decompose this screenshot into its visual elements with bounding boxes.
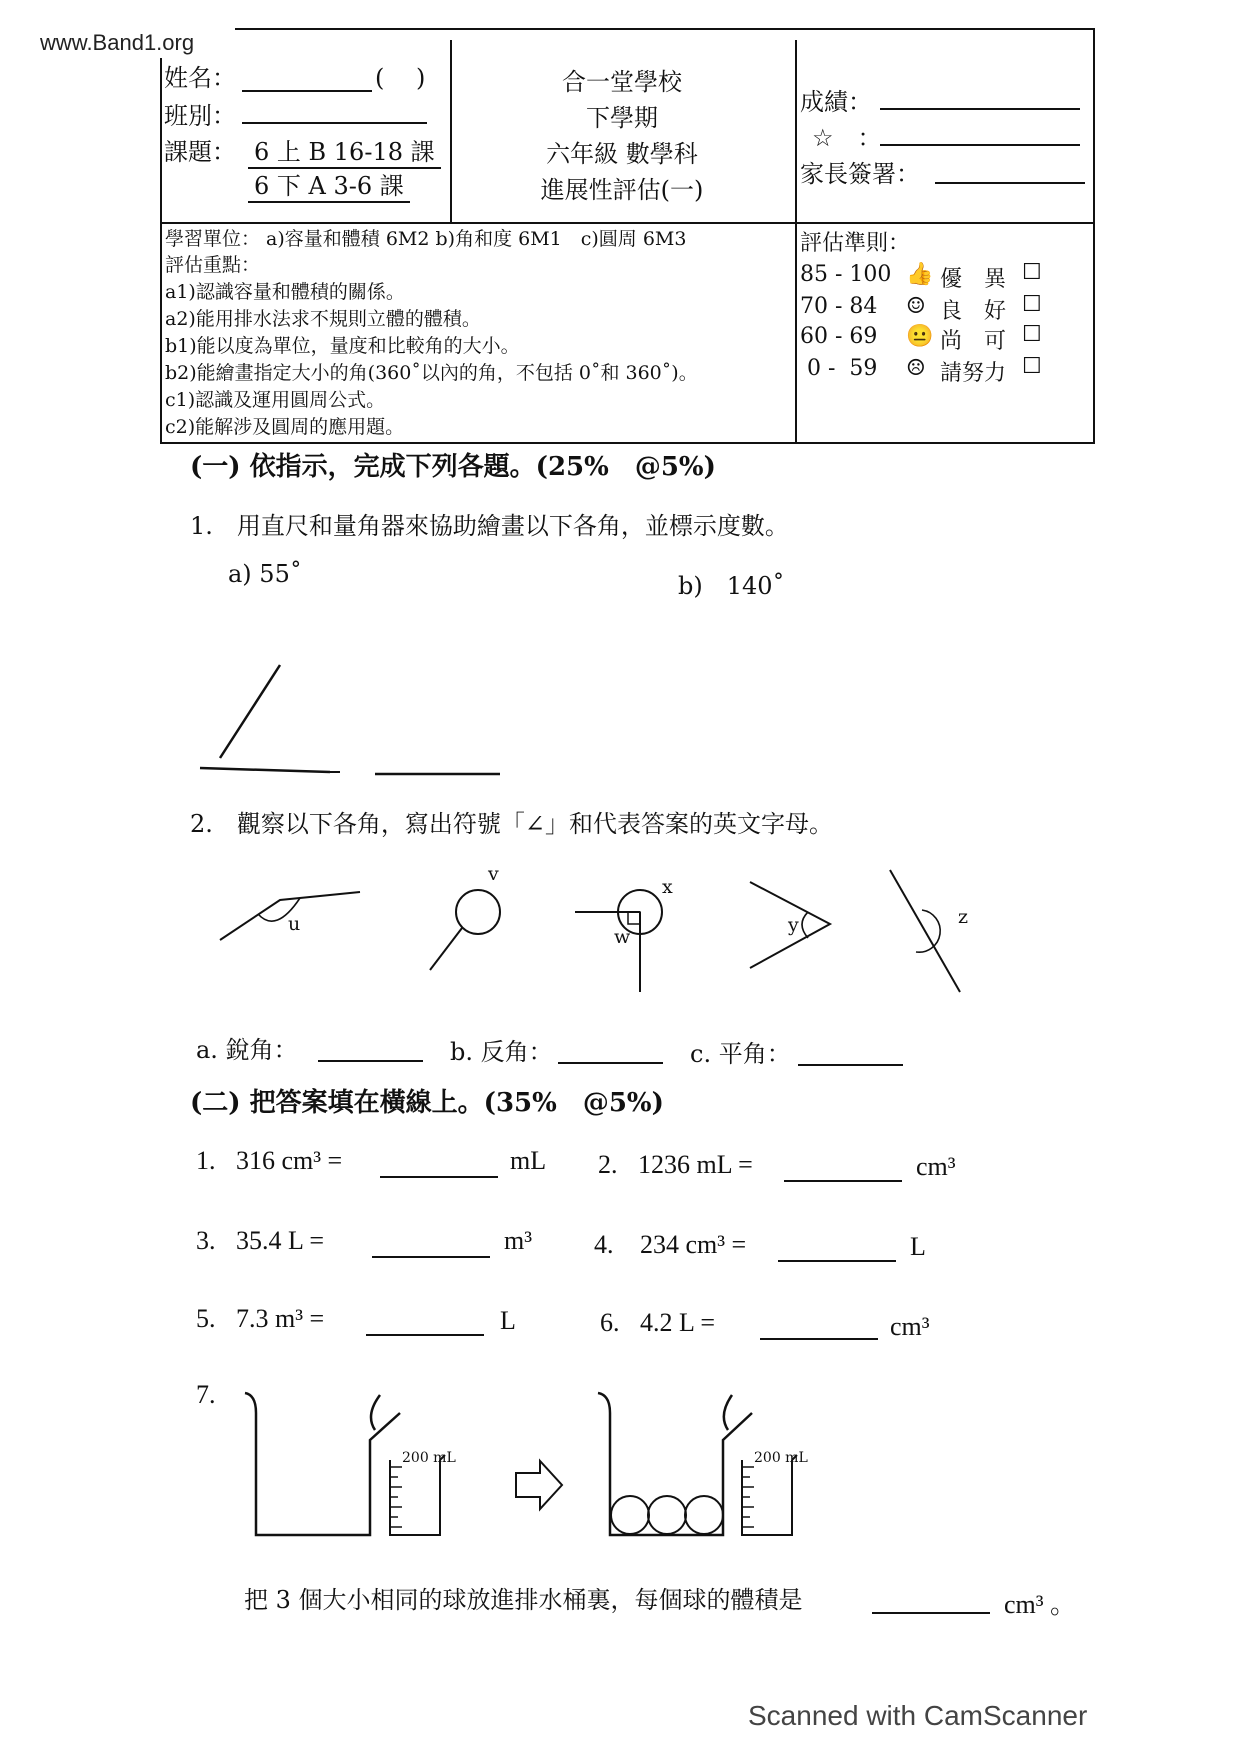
score-field[interactable]: [880, 80, 1080, 110]
topic-line-1: 6 上 B 16-18 課: [248, 132, 441, 169]
item-number: 7.: [196, 1380, 216, 1409]
smile-icon: ☺: [906, 294, 926, 319]
unit: cm³ 。: [1004, 1590, 1077, 1619]
question-1b: b) 140˚: [678, 572, 785, 600]
criteria-range: 85 - 100: [800, 262, 892, 287]
question-7-answer-field[interactable]: [872, 1580, 990, 1614]
assessment-focus-label: 評估重點：: [165, 254, 261, 276]
question-1a: a) 55˚: [228, 560, 302, 588]
topic-line-2: 6 下 A 3-6 課: [248, 166, 410, 203]
angle-label: x: [662, 876, 673, 898]
unit: cm³: [890, 1312, 930, 1341]
unit: L: [910, 1232, 926, 1261]
watermark: www.Band1.org: [40, 30, 195, 55]
question-1: 1. 用直尺和量角器來協助繪畫以下各角，並標示度數。: [190, 512, 789, 540]
angle-label: u: [288, 913, 301, 935]
conversion-question: 7.3 m³ =: [236, 1304, 325, 1333]
score-label: 成績：: [800, 88, 872, 116]
item-number: 3.: [196, 1226, 216, 1255]
conversion-question: 1236 mL =: [638, 1150, 753, 1179]
criteria-checkbox[interactable]: ☐: [1022, 354, 1042, 379]
focus-item: b2)能繪畫指定大小的角(360˚以內的角，不包括 0˚和 360˚)。: [165, 362, 698, 384]
focus-item: a2)能用排水法求不規則立體的體積。: [165, 308, 481, 330]
unit: L: [500, 1306, 516, 1335]
question-7: 把 3 個大小相同的球放進排水桶裏，每個球的體積是: [244, 1586, 803, 1614]
unit: m³: [504, 1226, 533, 1255]
item-number: 6.: [600, 1308, 620, 1337]
acute-angle-label: a. 銳角：: [196, 1036, 298, 1064]
reflex-angle-label: b. 反角：: [450, 1038, 553, 1066]
parent-signature-field[interactable]: [935, 152, 1085, 184]
criteria-text: 優 異: [940, 267, 1007, 292]
frown-icon: ☹: [906, 356, 926, 381]
focus-item: b1)能以度為單位，量度和比較角的大小。: [165, 335, 520, 357]
section-2-title: (二) 把答案填在橫線上。(35% @5%): [190, 1088, 664, 1118]
neutral-face-icon: 😐: [906, 324, 934, 349]
criteria-checkbox[interactable]: ☐: [1022, 260, 1042, 285]
class-label: 班別：: [164, 102, 236, 130]
star-field[interactable]: [880, 116, 1080, 146]
focus-item: a1)認識容量和體積的關係。: [165, 281, 405, 303]
name-field[interactable]: [242, 60, 372, 92]
star-label: ☆ ：: [812, 124, 882, 152]
conversion-question: 35.4 L =: [236, 1226, 325, 1255]
item-number: 2.: [598, 1150, 618, 1179]
criteria-range: 70 - 84: [800, 294, 878, 319]
scanner-footer: Scanned with CamScanner: [748, 1700, 1088, 1731]
school-name: 合一堂學校: [562, 68, 682, 96]
beaker-label: 200 mL: [402, 1450, 456, 1466]
class-number-paren: ( ): [375, 64, 426, 92]
criteria-range: 60 - 69: [800, 324, 878, 349]
angle-label: y: [788, 914, 799, 936]
item-number: 4.: [594, 1230, 614, 1259]
focus-item: c1)認識及運用圓周公式。: [165, 389, 386, 411]
item-number: 1.: [196, 1146, 216, 1175]
angle-label: w: [614, 926, 631, 948]
criteria-text: 請努力: [940, 361, 1007, 386]
straight-angle-label: c. 平角：: [690, 1040, 791, 1068]
answer-field[interactable]: [760, 1308, 878, 1340]
criteria-checkbox[interactable]: ☐: [1022, 292, 1042, 317]
angle-55-drawing[interactable]: [190, 650, 530, 790]
conversion-question: 4.2 L =: [640, 1308, 716, 1337]
straight-angle-field[interactable]: [798, 1034, 903, 1066]
parent-signature-label: 家長簽署：: [800, 160, 920, 188]
angle-figures: [210, 860, 970, 1010]
angle-label: v: [488, 863, 499, 885]
focus-item: c2)能解涉及圓周的應用題。: [165, 416, 405, 438]
answer-field[interactable]: [372, 1226, 490, 1258]
answer-field[interactable]: [380, 1146, 498, 1178]
answer-field[interactable]: [784, 1150, 902, 1182]
class-field[interactable]: [242, 96, 427, 124]
criteria-label: 評估準則：: [800, 231, 911, 256]
answer-field[interactable]: [778, 1230, 896, 1262]
section-1-title: (一) 依指示，完成下列各題。(25% @5%): [190, 452, 716, 482]
reflex-angle-field[interactable]: [558, 1032, 663, 1064]
beaker-label: 200 mL: [754, 1450, 808, 1466]
item-number: 5.: [196, 1304, 216, 1333]
criteria-range: 0 - 59: [800, 356, 878, 381]
angle-label: z: [958, 906, 969, 928]
acute-angle-field[interactable]: [318, 1030, 423, 1062]
name-label: 姓名：: [164, 64, 236, 92]
displacement-diagram: [240, 1385, 840, 1565]
assessment-title: 進展性評估(一): [540, 176, 704, 204]
thumbs-up-icon: 👍: [906, 262, 934, 287]
conversion-question: 234 cm³ =: [640, 1230, 747, 1259]
criteria-text: 良 好: [940, 299, 1007, 324]
question-2: 2. 觀察以下各角，寫出符號「∠」和代表答案的英文字母。: [190, 810, 834, 838]
answer-field[interactable]: [366, 1304, 484, 1336]
conversion-question: 316 cm³ =: [236, 1146, 343, 1175]
unit: cm³: [916, 1152, 956, 1181]
unit: mL: [510, 1146, 547, 1175]
term: 下學期: [586, 104, 658, 132]
learning-units: 學習單位： a)容量和體積 6M2 b)角和度 6M1 c)圓周 6M3: [165, 228, 687, 250]
criteria-checkbox[interactable]: ☐: [1022, 322, 1042, 347]
topic-label: 課題：: [164, 138, 236, 166]
subject: 六年級 數學科: [546, 140, 698, 168]
criteria-text: 尚 可: [940, 329, 1007, 354]
